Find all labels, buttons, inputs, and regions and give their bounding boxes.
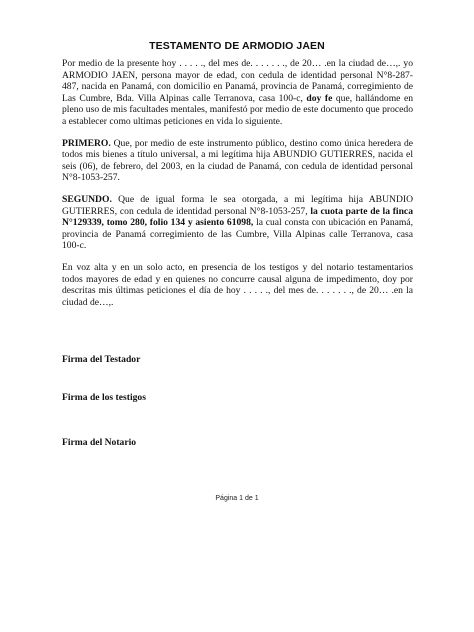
segundo-text-end: la cual consta con ubicación en Panamá, provincia de Panamá corregimiento de las Cumbre, Villa Alpinas calle Terranova, casa 100-c. [62, 217, 413, 252]
page-number: Página 1 de 1 [215, 495, 259, 502]
primero-text: Que, por medio de este instrumento público, destino como única heredera de todos mis bienes a título universal, a mi legítima hija ABUNDIO GUTIERRES, nacida el seis (06), de febrero, del 2003, en la ciudad de Panamá, con cedula de identidad personal N°8-1053-257. [62, 137, 413, 184]
segundo-label: SEGUNDO. [62, 193, 112, 205]
paragraph-intro-bold: doy fe [306, 92, 333, 104]
signature-notary: Firma del Notario [62, 437, 137, 448]
primero-label: PRIMERO. [62, 137, 111, 149]
paragraph-closing [62, 262, 413, 308]
closing-text: En voz alta y en un solo acto, en presencia de los testigos y del notario testamentarios todos mayores de edad y en quienes no concurre causal alguna de impedimento, doy por descritas mis últimas peticiones el día de hoy . . . . ., del mes de. . . . . . ., de 20… .en la ciudad de…,. [62, 261, 413, 308]
document-title: TESTAMENTO DE ARMODIO JAEN [149, 40, 325, 52]
document-body [62, 58, 413, 318]
segundo-bold: la cuota parte de la finca N°129339, tomo 280, folio 134 y asiento 61098, [62, 205, 413, 229]
paragraph-intro-end: que, hallándome en pleno uso de mis facultades mentales, manifestó por medio de este documento que procedo a establecer como ultimas peticiones en vida lo siguiente. [62, 92, 414, 127]
paragraph-segundo [62, 194, 413, 252]
paragraph-intro-text: Por medio de la presente hoy . . . . ., del mes de. . . . . . ., de 20… .en la ciudad de…,. yo ARMODIO JAEN, persona mayor de edad, con cedula de identidad personal N°8-287-487, nacida en Panamá, con domicilio en Panamá, provincia de Panamá, corregimiento de Las Cumbre, Bda. Villa Alpinas calle Terranova, casa 100-c, [62, 58, 413, 104]
segundo-text-start: Que de igual forma le sea otorgada, a mi legítima hija ABUNDIO GUTIERRES, con cedula de identidad personal N°8-1053-257, [62, 193, 413, 217]
paragraph-primero [62, 138, 413, 184]
paragraph-intro [62, 58, 413, 128]
signature-witnesses: Firma de los testigos [62, 392, 146, 403]
signature-testator: Firma del Testador [62, 354, 141, 365]
